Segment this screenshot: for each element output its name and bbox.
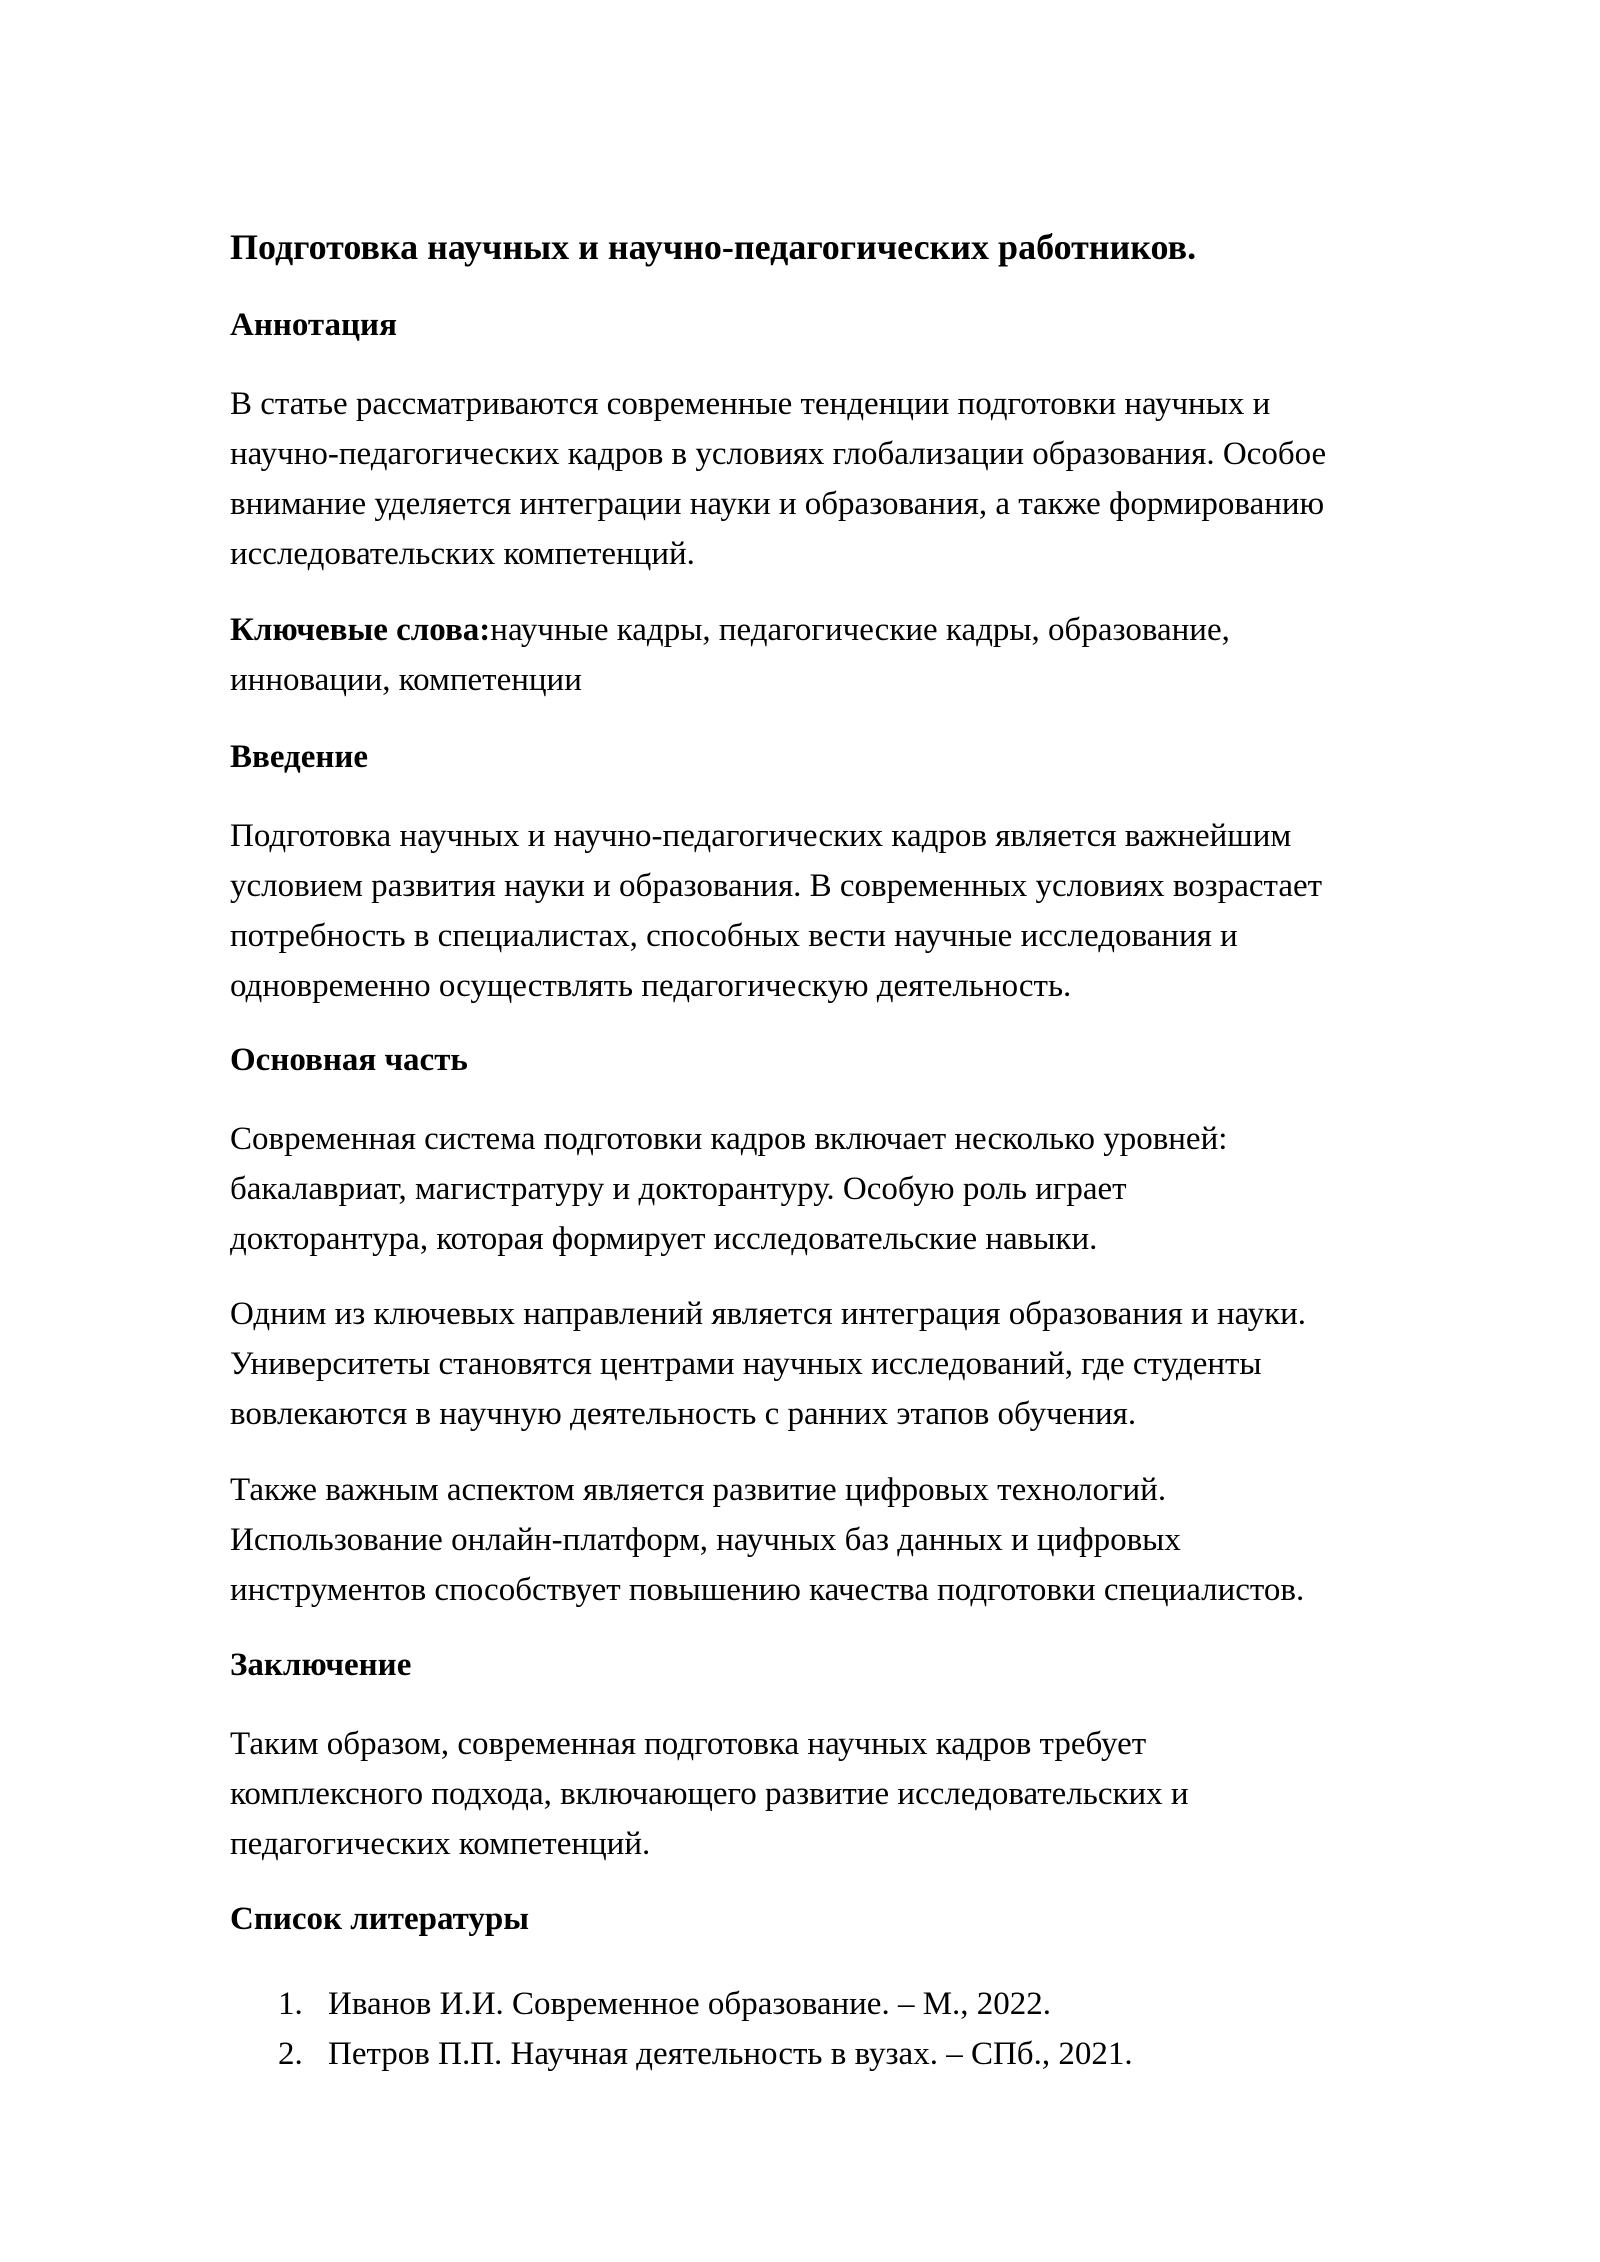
introduction-line: потребность в специалистах, способных вести научные исследования и	[230, 918, 1238, 954]
references-heading: Список литературы	[230, 1901, 530, 1937]
main-heading: Основная часть	[230, 1042, 468, 1078]
keywords-label: Ключевые слова:	[230, 612, 491, 648]
keywords-text: научные кадры, педагогические кадры, образование,	[490, 612, 1230, 648]
conclusion-heading: Заключение	[230, 1647, 412, 1683]
introduction-line: Подготовка научных и научно-педагогических кадров является важнейшим	[230, 818, 1292, 854]
main-line: инструментов способствует повышению качества подготовки специалистов.	[230, 1572, 1305, 1608]
introduction-line: условием развития науки и образования. В современных условиях возрастает	[230, 868, 1323, 904]
main-line: докторантура, которая формирует исследовательские навыки.	[230, 1221, 1098, 1257]
main-paragraph	[230, 1465, 1304, 1615]
reference-item	[230, 2029, 1133, 2079]
reference-number: 2.	[278, 2036, 303, 2072]
main-line: Одним из ключевых направлений является интеграция образования и науки.	[230, 1296, 1307, 1332]
main-line: Также важным аспектом является развитие цифровых технологий.	[230, 1472, 1167, 1508]
abstract-line: научно-педагогических кадров в условиях глобализации образования. Особое	[230, 436, 1327, 472]
conclusion-line: Таким образом, современная подготовка научных кадров требует	[230, 1726, 1147, 1762]
main-line: Университеты становятся центрами научных исследований, где студенты	[230, 1346, 1262, 1382]
reference-number: 1.	[278, 1986, 303, 2022]
keywords-paragraph	[230, 605, 1230, 705]
introduction-line: одновременно осуществлять педагогическую деятельность.	[230, 968, 1072, 1004]
reference-text: Иванов И.И. Современное образование. – М., 2022.	[328, 1986, 1052, 2022]
abstract-line: внимание уделяется интеграции науки и образования, а также формированию	[230, 486, 1325, 522]
references-list	[230, 1979, 1133, 2079]
abstract-heading: Аннотация	[230, 307, 397, 343]
abstract-line: В статье рассматриваются современные тенденции подготовки научных и	[230, 386, 1271, 422]
keywords-line	[230, 605, 1230, 655]
introduction-heading: Введение	[230, 739, 369, 775]
abstract-paragraph	[230, 379, 1326, 579]
main-line: бакалавриат, магистратуру и докторантуру. Особую роль играет	[230, 1171, 1127, 1207]
conclusion-paragraph	[230, 1719, 1189, 1869]
conclusion-line: комплексного подхода, включающего развитие исследовательских и	[230, 1776, 1189, 1812]
main-line: Современная система подготовки кадров включает несколько уровней:	[230, 1121, 1228, 1157]
reference-item	[230, 1979, 1133, 2029]
introduction-paragraph	[230, 811, 1322, 1011]
conclusion-line: педагогических компетенций.	[230, 1826, 651, 1862]
main-paragraph	[230, 1114, 1227, 1264]
main-line: вовлекаются в научную деятельность с ранних этапов обучения.	[230, 1396, 1137, 1432]
document-title: Подготовка научных и научно-педагогических работников.	[230, 227, 1197, 267]
main-paragraph	[230, 1289, 1306, 1439]
main-line: Использование онлайн-платформ, научных баз данных и цифровых	[230, 1522, 1181, 1558]
reference-text: Петров П.П. Научная деятельность в вузах. – СПб., 2021.	[328, 2036, 1133, 2072]
keywords-line: инновации, компетенции	[230, 662, 582, 698]
abstract-line: исследовательских компетенций.	[230, 536, 695, 572]
